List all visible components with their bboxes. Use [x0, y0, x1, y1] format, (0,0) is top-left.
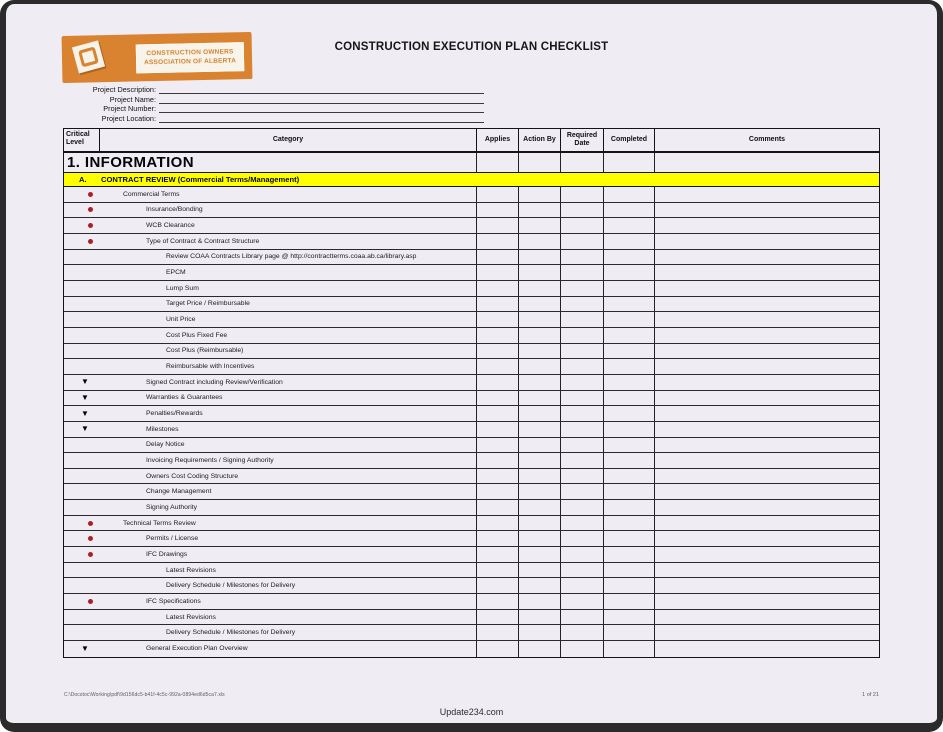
required-cell[interactable]	[560, 610, 603, 625]
required-cell[interactable]	[560, 187, 603, 202]
table-row	[64, 547, 879, 563]
applies-cell[interactable]	[476, 250, 518, 265]
table-row	[64, 469, 879, 485]
footer-watermark[interactable]: Update234.com	[439, 707, 504, 717]
completed-cell[interactable]	[603, 328, 654, 343]
header-completed: Completed	[603, 129, 654, 151]
header-required-date: Required Date	[560, 129, 603, 151]
completed-cell[interactable]	[603, 594, 654, 609]
subsection-row	[64, 173, 879, 187]
action-cell[interactable]	[518, 469, 560, 484]
comments-cell[interactable]	[654, 531, 879, 546]
required-cell[interactable]	[560, 359, 603, 374]
comments-cell[interactable]	[654, 153, 879, 172]
category-cell	[64, 547, 476, 562]
required-cell[interactable]	[560, 422, 603, 437]
header-applies: Applies	[476, 129, 518, 151]
category-cell	[64, 453, 476, 468]
action-cell[interactable]	[518, 406, 560, 421]
comments-cell[interactable]	[654, 203, 879, 218]
row-label: Permits / License	[146, 535, 199, 543]
table-row	[64, 594, 879, 610]
critical-triangle-icon: ▼	[81, 643, 89, 653]
row-label: Latest Revisions	[166, 613, 216, 621]
row-label: Reimbursable with Incentives	[166, 363, 255, 371]
completed-cell[interactable]	[603, 500, 654, 515]
category-cell	[64, 359, 476, 374]
table-row	[64, 563, 879, 579]
category-cell	[64, 265, 476, 280]
category-cell	[64, 406, 476, 421]
applies-cell[interactable]	[476, 359, 518, 374]
applies-cell[interactable]	[476, 203, 518, 218]
category-cell	[64, 281, 476, 296]
table-row	[64, 281, 879, 297]
project-number-label: Project Number:	[103, 104, 156, 114]
category-cell	[64, 422, 476, 437]
applies-cell[interactable]	[476, 422, 518, 437]
required-cell[interactable]	[560, 297, 603, 312]
applies-cell[interactable]	[476, 578, 518, 593]
action-cell[interactable]	[518, 578, 560, 593]
completed-cell[interactable]	[603, 610, 654, 625]
row-label: WCB Clearance	[146, 222, 195, 230]
category-cell	[64, 312, 476, 327]
category-cell	[64, 531, 476, 546]
row-label: Delay Notice	[146, 441, 185, 449]
completed-cell[interactable]	[603, 187, 654, 202]
completed-cell[interactable]	[603, 484, 654, 499]
required-cell[interactable]	[560, 578, 603, 593]
category-cell	[64, 344, 476, 359]
completed-cell[interactable]	[603, 641, 654, 657]
subsection-letter: A.	[79, 175, 87, 184]
comments-cell[interactable]	[654, 406, 879, 421]
comments-cell[interactable]	[654, 547, 879, 562]
completed-cell[interactable]	[603, 312, 654, 327]
required-cell[interactable]	[560, 265, 603, 280]
critical-bullet-icon	[88, 521, 93, 526]
project-name-label: Project Name:	[109, 94, 156, 104]
required-cell[interactable]	[560, 312, 603, 327]
applies-cell[interactable]	[476, 438, 518, 453]
logo-line-1: CONSTRUCTION OWNERS	[146, 48, 234, 58]
table-row	[64, 312, 879, 328]
required-cell[interactable]	[560, 375, 603, 390]
action-cell[interactable]	[518, 563, 560, 578]
row-label: Penalties/Rewards	[146, 410, 203, 418]
row-label: Review COAA Contracts Library page @ http://contractterms.coaa.ab.ca/library.asp	[166, 253, 417, 261]
table-row	[64, 375, 879, 391]
applies-cell[interactable]	[476, 328, 518, 343]
project-name-input[interactable]	[159, 95, 484, 104]
applies-cell[interactable]	[476, 516, 518, 531]
action-cell[interactable]	[518, 484, 560, 499]
action-cell[interactable]	[518, 422, 560, 437]
applies-cell[interactable]	[476, 500, 518, 515]
comments-cell[interactable]	[654, 187, 879, 202]
comments-cell[interactable]	[654, 500, 879, 515]
action-cell[interactable]	[518, 375, 560, 390]
row-label: EPCM	[166, 269, 186, 277]
row-label: Change Management	[146, 488, 212, 496]
category-cell	[64, 578, 476, 593]
section-title: 1. INFORMATION	[67, 154, 194, 171]
row-label: Lump Sum	[166, 284, 199, 292]
section-row	[64, 153, 879, 173]
completed-cell[interactable]	[603, 281, 654, 296]
completed-cell[interactable]	[603, 234, 654, 249]
critical-triangle-icon: ▼	[81, 392, 89, 402]
critical-triangle-icon: ▼	[81, 424, 89, 434]
row-label: Delivery Schedule / Milestones for Delivery	[166, 582, 296, 590]
required-cell[interactable]	[560, 563, 603, 578]
action-cell[interactable]	[518, 610, 560, 625]
applies-cell[interactable]	[476, 547, 518, 562]
table-row	[64, 610, 879, 626]
action-cell[interactable]	[518, 391, 560, 406]
table-row	[64, 438, 879, 454]
comments-cell[interactable]	[654, 218, 879, 233]
applies-cell[interactable]	[476, 344, 518, 359]
comments-cell[interactable]	[654, 625, 879, 640]
category-cell	[64, 234, 476, 249]
applies-cell[interactable]	[476, 406, 518, 421]
applies-cell[interactable]	[476, 625, 518, 640]
header-critical-level: Critical Level	[66, 131, 90, 147]
required-cell[interactable]	[560, 469, 603, 484]
table-row	[64, 578, 879, 594]
completed-cell[interactable]	[603, 359, 654, 374]
critical-bullet-icon	[88, 192, 93, 197]
table-row	[64, 531, 879, 547]
applies-cell[interactable]	[476, 218, 518, 233]
completed-cell[interactable]	[603, 406, 654, 421]
category-cell	[64, 391, 476, 406]
table-row	[64, 422, 879, 438]
footer-page-number: 1 of 21	[862, 692, 879, 698]
row-label: IFC Drawings	[146, 550, 188, 558]
table-row	[64, 484, 879, 500]
required-cell[interactable]	[560, 234, 603, 249]
category-cell	[64, 641, 476, 657]
table-row	[64, 500, 879, 516]
category-cell	[64, 375, 476, 390]
completed-cell[interactable]	[603, 563, 654, 578]
project-description-input[interactable]	[159, 85, 484, 94]
required-cell[interactable]	[560, 641, 603, 657]
project-location-label: Project Location:	[101, 114, 156, 124]
category-cell	[64, 328, 476, 343]
applies-cell[interactable]	[476, 391, 518, 406]
header-category: Category	[99, 129, 476, 151]
action-cell[interactable]	[518, 203, 560, 218]
required-cell[interactable]	[560, 153, 603, 172]
comments-cell[interactable]	[654, 516, 879, 531]
comments-cell[interactable]	[654, 469, 879, 484]
completed-cell[interactable]	[603, 531, 654, 546]
row-label: Invoicing Requirements / Signing Authority	[146, 456, 274, 464]
comments-cell[interactable]	[654, 297, 879, 312]
comments-cell[interactable]	[654, 422, 879, 437]
action-cell[interactable]	[518, 594, 560, 609]
project-description-field	[64, 84, 484, 94]
header-action-by: Action By	[518, 129, 560, 151]
action-cell[interactable]	[518, 265, 560, 280]
category-cell	[64, 484, 476, 499]
completed-cell[interactable]	[603, 218, 654, 233]
applies-cell[interactable]	[476, 234, 518, 249]
required-cell[interactable]	[560, 250, 603, 265]
project-location-field	[64, 113, 484, 123]
comments-cell[interactable]	[654, 641, 879, 657]
required-cell[interactable]	[560, 594, 603, 609]
action-cell[interactable]	[518, 438, 560, 453]
action-cell[interactable]	[518, 297, 560, 312]
applies-cell[interactable]	[476, 265, 518, 280]
row-label: Unit Price	[166, 316, 196, 324]
completed-cell[interactable]	[603, 250, 654, 265]
comments-cell[interactable]	[654, 391, 879, 406]
category-cell	[64, 250, 476, 265]
critical-bullet-icon	[88, 599, 93, 604]
action-cell[interactable]	[518, 344, 560, 359]
applies-cell[interactable]	[476, 484, 518, 499]
project-description-label: Project Description:	[92, 84, 156, 94]
logo-line-2: ASSOCIATION OF ALBERTA	[144, 56, 237, 66]
critical-bullet-icon	[88, 239, 93, 244]
table-row	[64, 265, 879, 281]
required-cell[interactable]	[560, 438, 603, 453]
table-row	[64, 625, 879, 641]
project-name-field	[64, 94, 484, 104]
comments-cell[interactable]	[654, 610, 879, 625]
category-cell	[64, 610, 476, 625]
applies-cell[interactable]	[476, 469, 518, 484]
applies-cell[interactable]	[476, 641, 518, 657]
row-label: Warranties & Guarantees	[146, 394, 223, 402]
action-cell[interactable]	[518, 500, 560, 515]
required-cell[interactable]	[560, 516, 603, 531]
completed-cell[interactable]	[603, 344, 654, 359]
completed-cell[interactable]	[603, 453, 654, 468]
applies-cell[interactable]	[476, 312, 518, 327]
required-cell[interactable]	[560, 281, 603, 296]
comments-cell[interactable]	[654, 563, 879, 578]
project-location-input[interactable]	[159, 114, 484, 123]
category-cell	[64, 594, 476, 609]
applies-cell[interactable]	[476, 594, 518, 609]
completed-cell[interactable]	[603, 422, 654, 437]
applies-cell[interactable]	[476, 375, 518, 390]
table-row	[64, 297, 879, 313]
row-label: Insurance/Bonding	[146, 206, 203, 214]
table-row	[64, 328, 879, 344]
required-cell[interactable]	[560, 406, 603, 421]
critical-bullet-icon	[88, 207, 93, 212]
completed-cell[interactable]	[603, 265, 654, 280]
row-label: Cost Plus Fixed Fee	[166, 331, 228, 339]
table-row	[64, 250, 879, 266]
project-fields	[64, 84, 484, 123]
required-cell[interactable]	[560, 500, 603, 515]
action-cell[interactable]	[518, 516, 560, 531]
applies-cell[interactable]	[476, 281, 518, 296]
completed-cell[interactable]	[603, 203, 654, 218]
row-label: Target Price / Reimbursable	[166, 300, 250, 308]
comments-cell[interactable]	[654, 438, 879, 453]
applies-cell[interactable]	[476, 453, 518, 468]
category-cell	[64, 516, 476, 531]
action-cell[interactable]	[518, 187, 560, 202]
comments-cell[interactable]	[654, 594, 879, 609]
row-label: Signed Contract including Review/Verification	[146, 378, 283, 386]
comments-cell[interactable]	[654, 578, 879, 593]
completed-cell[interactable]	[603, 516, 654, 531]
comments-cell[interactable]	[654, 312, 879, 327]
table-row	[64, 187, 879, 203]
category-cell	[64, 297, 476, 312]
table-row	[64, 391, 879, 407]
row-label: General Execution Plan Overview	[146, 645, 248, 653]
table-row	[64, 406, 879, 422]
project-number-field	[64, 104, 484, 114]
action-cell[interactable]	[518, 359, 560, 374]
row-label: Milestones	[146, 425, 179, 433]
category-cell	[64, 469, 476, 484]
row-label: Commercial Terms	[123, 190, 180, 198]
required-cell[interactable]	[560, 547, 603, 562]
applies-cell[interactable]	[476, 563, 518, 578]
table-row	[64, 344, 879, 360]
table-row	[64, 641, 879, 657]
row-label: IFC Specifications	[146, 597, 201, 605]
required-cell[interactable]	[560, 328, 603, 343]
category-cell	[64, 218, 476, 233]
comments-cell[interactable]	[654, 250, 879, 265]
comments-cell[interactable]	[654, 265, 879, 280]
row-label: Technical Terms Review	[123, 519, 196, 527]
table-row	[64, 218, 879, 234]
completed-cell[interactable]	[603, 469, 654, 484]
action-cell[interactable]	[518, 234, 560, 249]
category-cell	[64, 187, 476, 202]
table-row	[64, 516, 879, 532]
row-label: Delivery Schedule / Milestones for Delivery	[166, 629, 296, 637]
required-cell[interactable]	[560, 344, 603, 359]
completed-cell[interactable]	[603, 297, 654, 312]
critical-triangle-icon: ▼	[81, 408, 89, 418]
comments-cell[interactable]	[654, 234, 879, 249]
required-cell[interactable]	[560, 453, 603, 468]
row-label: Cost Plus (Reimbursable)	[166, 347, 244, 355]
action-cell[interactable]	[518, 625, 560, 640]
table-row	[64, 234, 879, 250]
action-cell[interactable]	[518, 218, 560, 233]
comments-cell[interactable]	[654, 281, 879, 296]
applies-cell[interactable]	[476, 187, 518, 202]
project-number-input[interactable]	[159, 104, 484, 113]
action-cell[interactable]	[518, 250, 560, 265]
table-row	[64, 359, 879, 375]
required-cell[interactable]	[560, 203, 603, 218]
comments-cell[interactable]	[654, 359, 879, 374]
critical-bullet-icon	[88, 536, 93, 541]
row-label: Signing Authority	[146, 503, 198, 511]
action-cell[interactable]	[518, 641, 560, 657]
header-comments: Comments	[654, 129, 879, 151]
comments-cell[interactable]	[654, 344, 879, 359]
table-row	[64, 453, 879, 469]
subsection-label: CONTRACT REVIEW (Commercial Terms/Management)	[101, 175, 300, 184]
row-label: Latest Revisions	[166, 566, 216, 574]
comments-cell[interactable]	[654, 453, 879, 468]
category-cell	[64, 438, 476, 453]
completed-cell[interactable]	[603, 578, 654, 593]
completed-cell[interactable]	[603, 391, 654, 406]
coaa-logo	[62, 32, 253, 83]
action-cell[interactable]	[518, 531, 560, 546]
action-cell[interactable]	[518, 328, 560, 343]
completed-cell[interactable]	[603, 547, 654, 562]
completed-cell[interactable]	[603, 625, 654, 640]
category-cell	[64, 625, 476, 640]
critical-bullet-icon	[88, 552, 93, 557]
comments-cell[interactable]	[654, 328, 879, 343]
comments-cell[interactable]	[654, 484, 879, 499]
row-label: Type of Contract & Contract Structure	[146, 237, 260, 245]
category-cell	[64, 500, 476, 515]
critical-triangle-icon: ▼	[81, 377, 89, 387]
required-cell[interactable]	[560, 625, 603, 640]
action-cell[interactable]	[518, 453, 560, 468]
applies-cell[interactable]	[476, 610, 518, 625]
comments-cell[interactable]	[654, 375, 879, 390]
action-cell[interactable]	[518, 153, 560, 172]
table-header-row	[64, 129, 879, 153]
action-cell[interactable]	[518, 281, 560, 296]
completed-cell[interactable]	[603, 438, 654, 453]
applies-cell[interactable]	[476, 153, 518, 172]
row-label: Owners Cost Coding Structure	[146, 472, 239, 480]
category-cell	[64, 563, 476, 578]
applies-cell[interactable]	[476, 297, 518, 312]
action-cell[interactable]	[518, 547, 560, 562]
applies-cell[interactable]	[476, 531, 518, 546]
table-rows	[64, 187, 879, 657]
required-cell[interactable]	[560, 484, 603, 499]
table-row	[64, 203, 879, 219]
critical-bullet-icon	[88, 223, 93, 228]
checklist-table	[63, 128, 880, 658]
required-cell[interactable]	[560, 218, 603, 233]
completed-cell[interactable]	[603, 153, 654, 172]
category-cell	[64, 203, 476, 218]
required-cell[interactable]	[560, 531, 603, 546]
footer-file-path: C:\Docstoc\Working\pdf\9d156dc5-b41f-4c5c-992a-0894ed6d5ca7.xls	[64, 692, 225, 698]
action-cell[interactable]	[518, 312, 560, 327]
required-cell[interactable]	[560, 391, 603, 406]
completed-cell[interactable]	[603, 375, 654, 390]
page-title: CONSTRUCTION EXECUTION PLAN CHECKLIST	[334, 41, 609, 53]
